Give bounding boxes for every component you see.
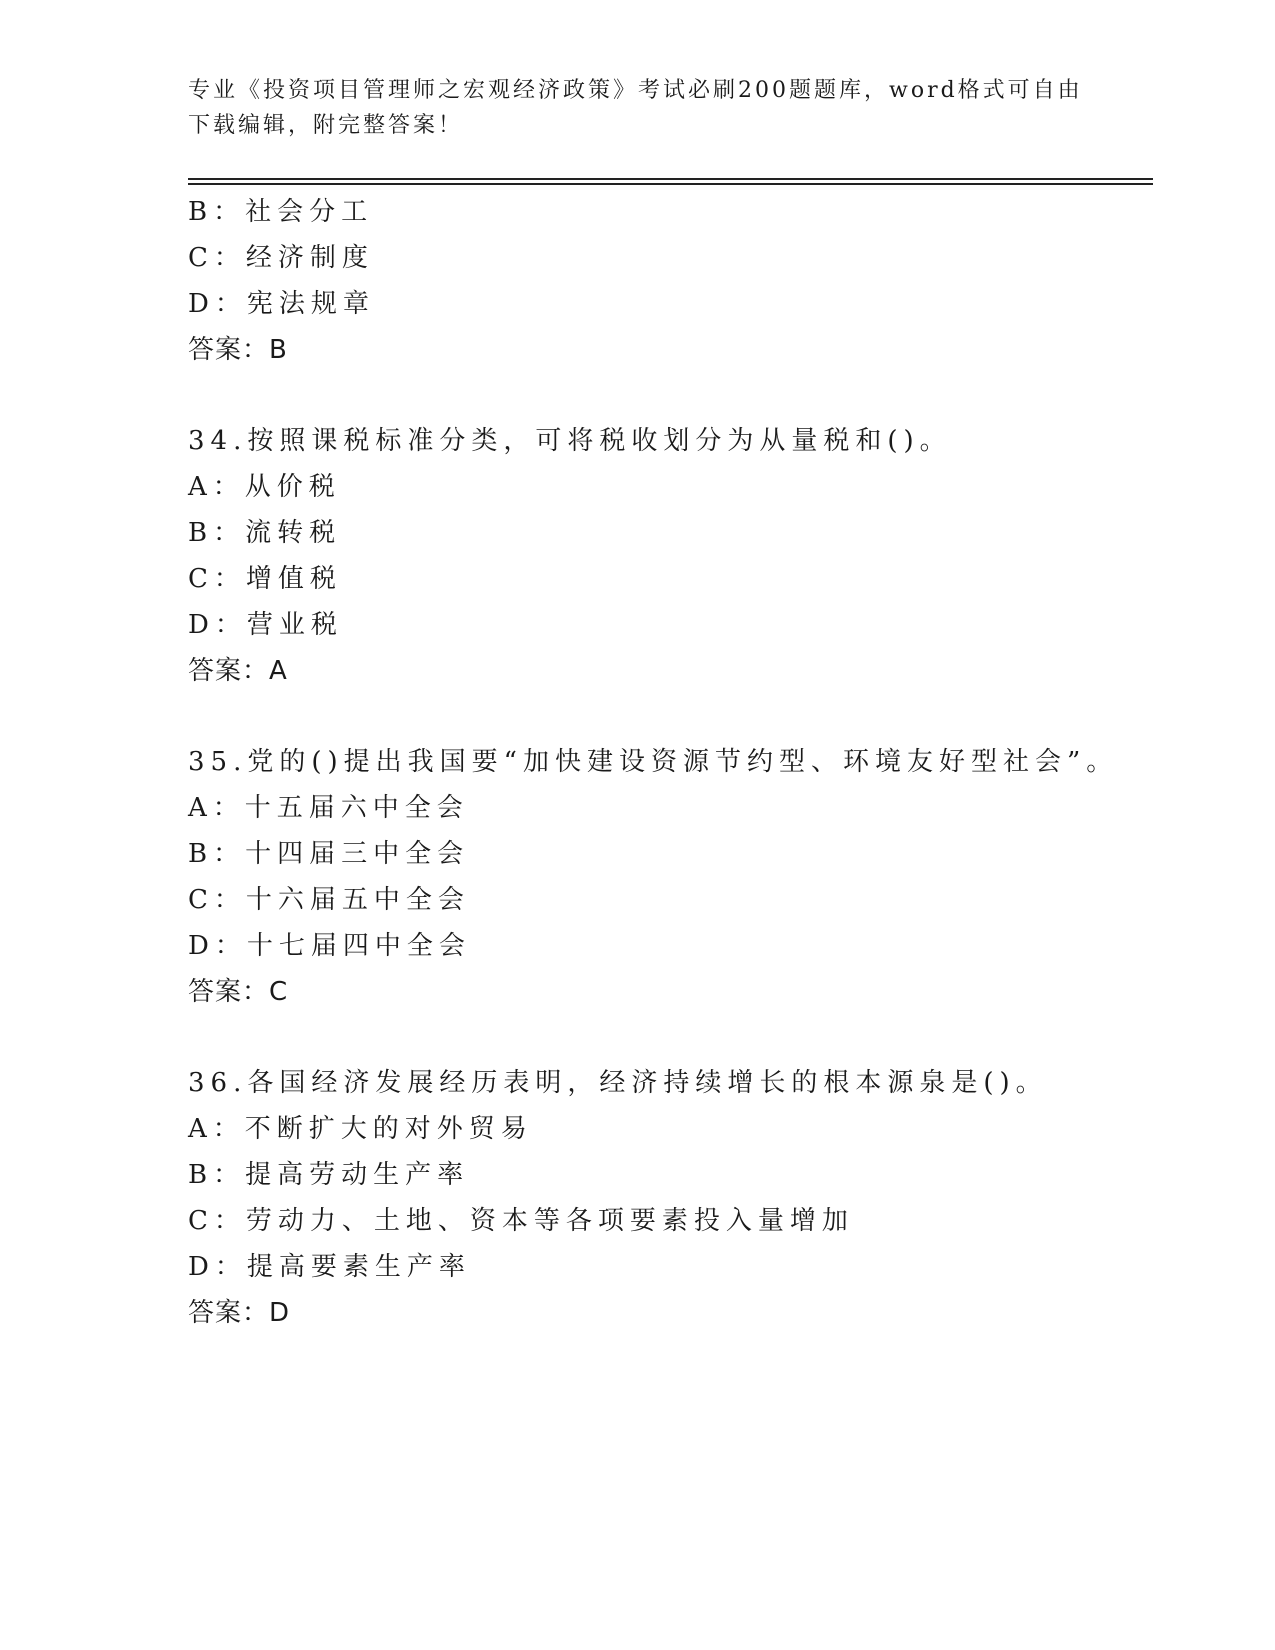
answer-label: 答案： <box>188 1298 270 1328</box>
option-text: 社会分工 <box>245 197 374 227</box>
option-b <box>188 510 1148 556</box>
question-stem <box>188 739 1148 785</box>
option-letter: A： <box>188 472 245 502</box>
answer-label: 答案： <box>188 335 270 365</box>
option-letter: C： <box>188 243 246 273</box>
option-letter: B： <box>188 197 246 227</box>
question-36 <box>188 1060 1148 1336</box>
answer-line <box>188 969 1148 1015</box>
option-letter: B： <box>188 1160 246 1190</box>
option-letter: D： <box>188 1252 247 1282</box>
spacer <box>188 1015 1148 1060</box>
option-a <box>188 464 1148 510</box>
option-text: 增值税 <box>245 564 342 594</box>
document-header <box>188 73 1088 143</box>
answer-value: D <box>269 1298 291 1328</box>
option-d <box>188 602 1148 648</box>
option-text: 提高要素生产率 <box>246 1252 471 1282</box>
option-text: 十六届五中全会 <box>245 885 470 915</box>
answer-label: 答案： <box>188 977 270 1007</box>
previous-question <box>188 189 1148 373</box>
option-d <box>188 281 1148 327</box>
option-text: 不断扩大的对外贸易 <box>244 1114 533 1144</box>
option-text: 十四届三中全会 <box>245 839 470 869</box>
option-letter: C： <box>188 1206 246 1236</box>
question-stem <box>188 1060 1148 1106</box>
question-number: 35. <box>188 747 248 777</box>
answer-line <box>188 648 1148 694</box>
header-divider-top <box>188 178 1153 180</box>
option-letter: C： <box>188 885 246 915</box>
option-text: 十七届四中全会 <box>246 931 471 961</box>
option-d <box>188 923 1148 969</box>
option-c <box>188 877 1148 923</box>
option-text: 劳动力、土地、资本等各项要素投入量增加 <box>245 1206 854 1236</box>
answer-line <box>188 1290 1148 1336</box>
option-text: 经济制度 <box>245 243 374 273</box>
question-text: 党的()提出我国要“加快建设资源节约型、环境友好型社会”。 <box>247 747 1119 777</box>
option-a <box>188 785 1148 831</box>
option-text: 流转税 <box>245 518 342 548</box>
question-number: 34. <box>188 426 248 456</box>
header-line-2: 下载编辑，附完整答案！ <box>188 113 464 138</box>
question-text: 按照课税标准分类，可将税收划分为从量税和()。 <box>247 426 952 456</box>
option-letter: D： <box>188 931 247 961</box>
option-letter: A： <box>188 793 245 823</box>
option-c <box>188 556 1148 602</box>
document-body <box>188 189 1148 1336</box>
question-35 <box>188 739 1148 1015</box>
question-stem <box>188 418 1148 464</box>
option-letter: C： <box>188 564 246 594</box>
answer-value: A <box>269 656 288 686</box>
option-letter: A： <box>188 1114 245 1144</box>
option-text: 提高劳动生产率 <box>245 1160 470 1190</box>
option-text: 从价税 <box>244 472 341 502</box>
option-text: 营业税 <box>246 610 343 640</box>
option-letter: B： <box>188 839 246 869</box>
question-34 <box>188 418 1148 694</box>
option-c <box>188 235 1148 281</box>
option-a <box>188 1106 1148 1152</box>
spacer <box>188 694 1148 739</box>
option-d <box>188 1244 1148 1290</box>
option-letter: B： <box>188 518 246 548</box>
header-line-1: 专业《投资项目管理师之宏观经济政策》考试必刷200题题库，word格式可自由 <box>188 78 1083 103</box>
question-text: 各国经济发展经历表明，经济持续增长的根本源泉是()。 <box>247 1068 1048 1098</box>
header-divider-bottom <box>188 183 1153 185</box>
question-number: 36. <box>188 1068 248 1098</box>
option-c <box>188 1198 1148 1244</box>
answer-value: B <box>269 335 288 365</box>
spacer <box>188 373 1148 418</box>
option-b <box>188 831 1148 877</box>
option-letter: D： <box>188 289 247 319</box>
answer-line <box>188 327 1148 373</box>
option-b <box>188 1152 1148 1198</box>
option-text: 宪法规章 <box>246 289 375 319</box>
option-text: 十五届六中全会 <box>244 793 469 823</box>
answer-value: C <box>269 977 289 1007</box>
option-letter: D： <box>188 610 247 640</box>
answer-label: 答案： <box>188 656 270 686</box>
option-b <box>188 189 1148 235</box>
